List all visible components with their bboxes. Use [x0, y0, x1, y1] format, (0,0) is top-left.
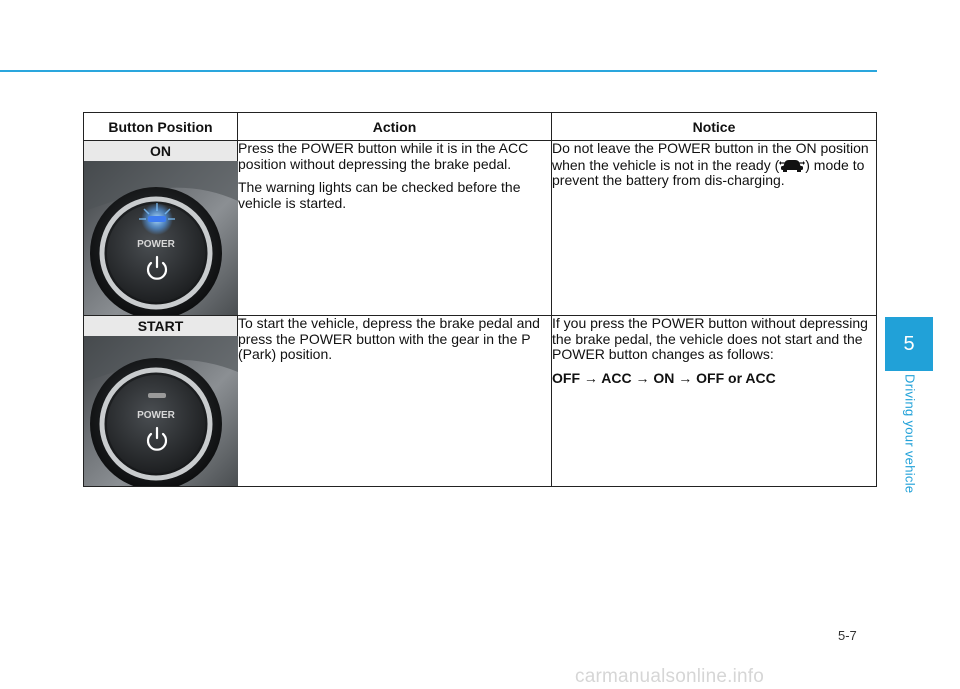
- power-button-on-image: [84, 161, 238, 315]
- power-button-start-image: [84, 336, 238, 486]
- position-label: ON: [84, 141, 237, 161]
- action-cell-on: [238, 141, 552, 316]
- page-number: 5-7: [838, 628, 857, 643]
- notice-cell-on: [552, 141, 877, 316]
- action-text: To start the vehicle, depress the brake pedal and press the POWER button with the gear in the P (Park) position.: [238, 315, 540, 362]
- notice-cell-start: [552, 316, 877, 487]
- header-rule: [0, 70, 877, 72]
- notice-text-after-icon: ) mode to prevent the battery from dis-charging.: [552, 156, 865, 188]
- button-power-text: POWER: [137, 410, 175, 421]
- header-action: Action: [238, 113, 552, 141]
- button-power-text: POWER: [137, 239, 175, 250]
- chapter-title: Driving your vehicle: [902, 374, 918, 494]
- table-header-row: [84, 113, 877, 141]
- action-cell-start: [238, 316, 552, 487]
- car-ready-icon: [779, 157, 805, 173]
- header-button-position: Button Position: [84, 113, 238, 141]
- action-text: Press the POWER button while it is in the ACC position without depressing the brake pedal.: [238, 140, 529, 172]
- action-text: The warning lights can be checked before the vehicle is started.: [238, 179, 521, 211]
- notice-text-before-icon: Do not leave the POWER button in the ON position when the vehicle is not in the ready (: [552, 140, 869, 173]
- position-cell-on: [84, 141, 238, 316]
- watermark: carmanualsonline.info: [575, 666, 765, 687]
- table-row: [84, 316, 877, 487]
- table-row: [84, 141, 877, 316]
- position-label: START: [84, 316, 237, 336]
- header-notice: Notice: [552, 113, 877, 141]
- chapter-tab: 5: [885, 317, 933, 371]
- power-button-table: [83, 112, 877, 487]
- notice-text: [552, 141, 876, 189]
- notice-text: If you press the POWER button without depressing the brake pedal, the vehicle does not start and the POWER button changes as follows:: [552, 315, 868, 362]
- position-cell-start: [84, 316, 238, 487]
- state-sequence: OFF → ACC → ON → OFF or ACC: [552, 369, 776, 386]
